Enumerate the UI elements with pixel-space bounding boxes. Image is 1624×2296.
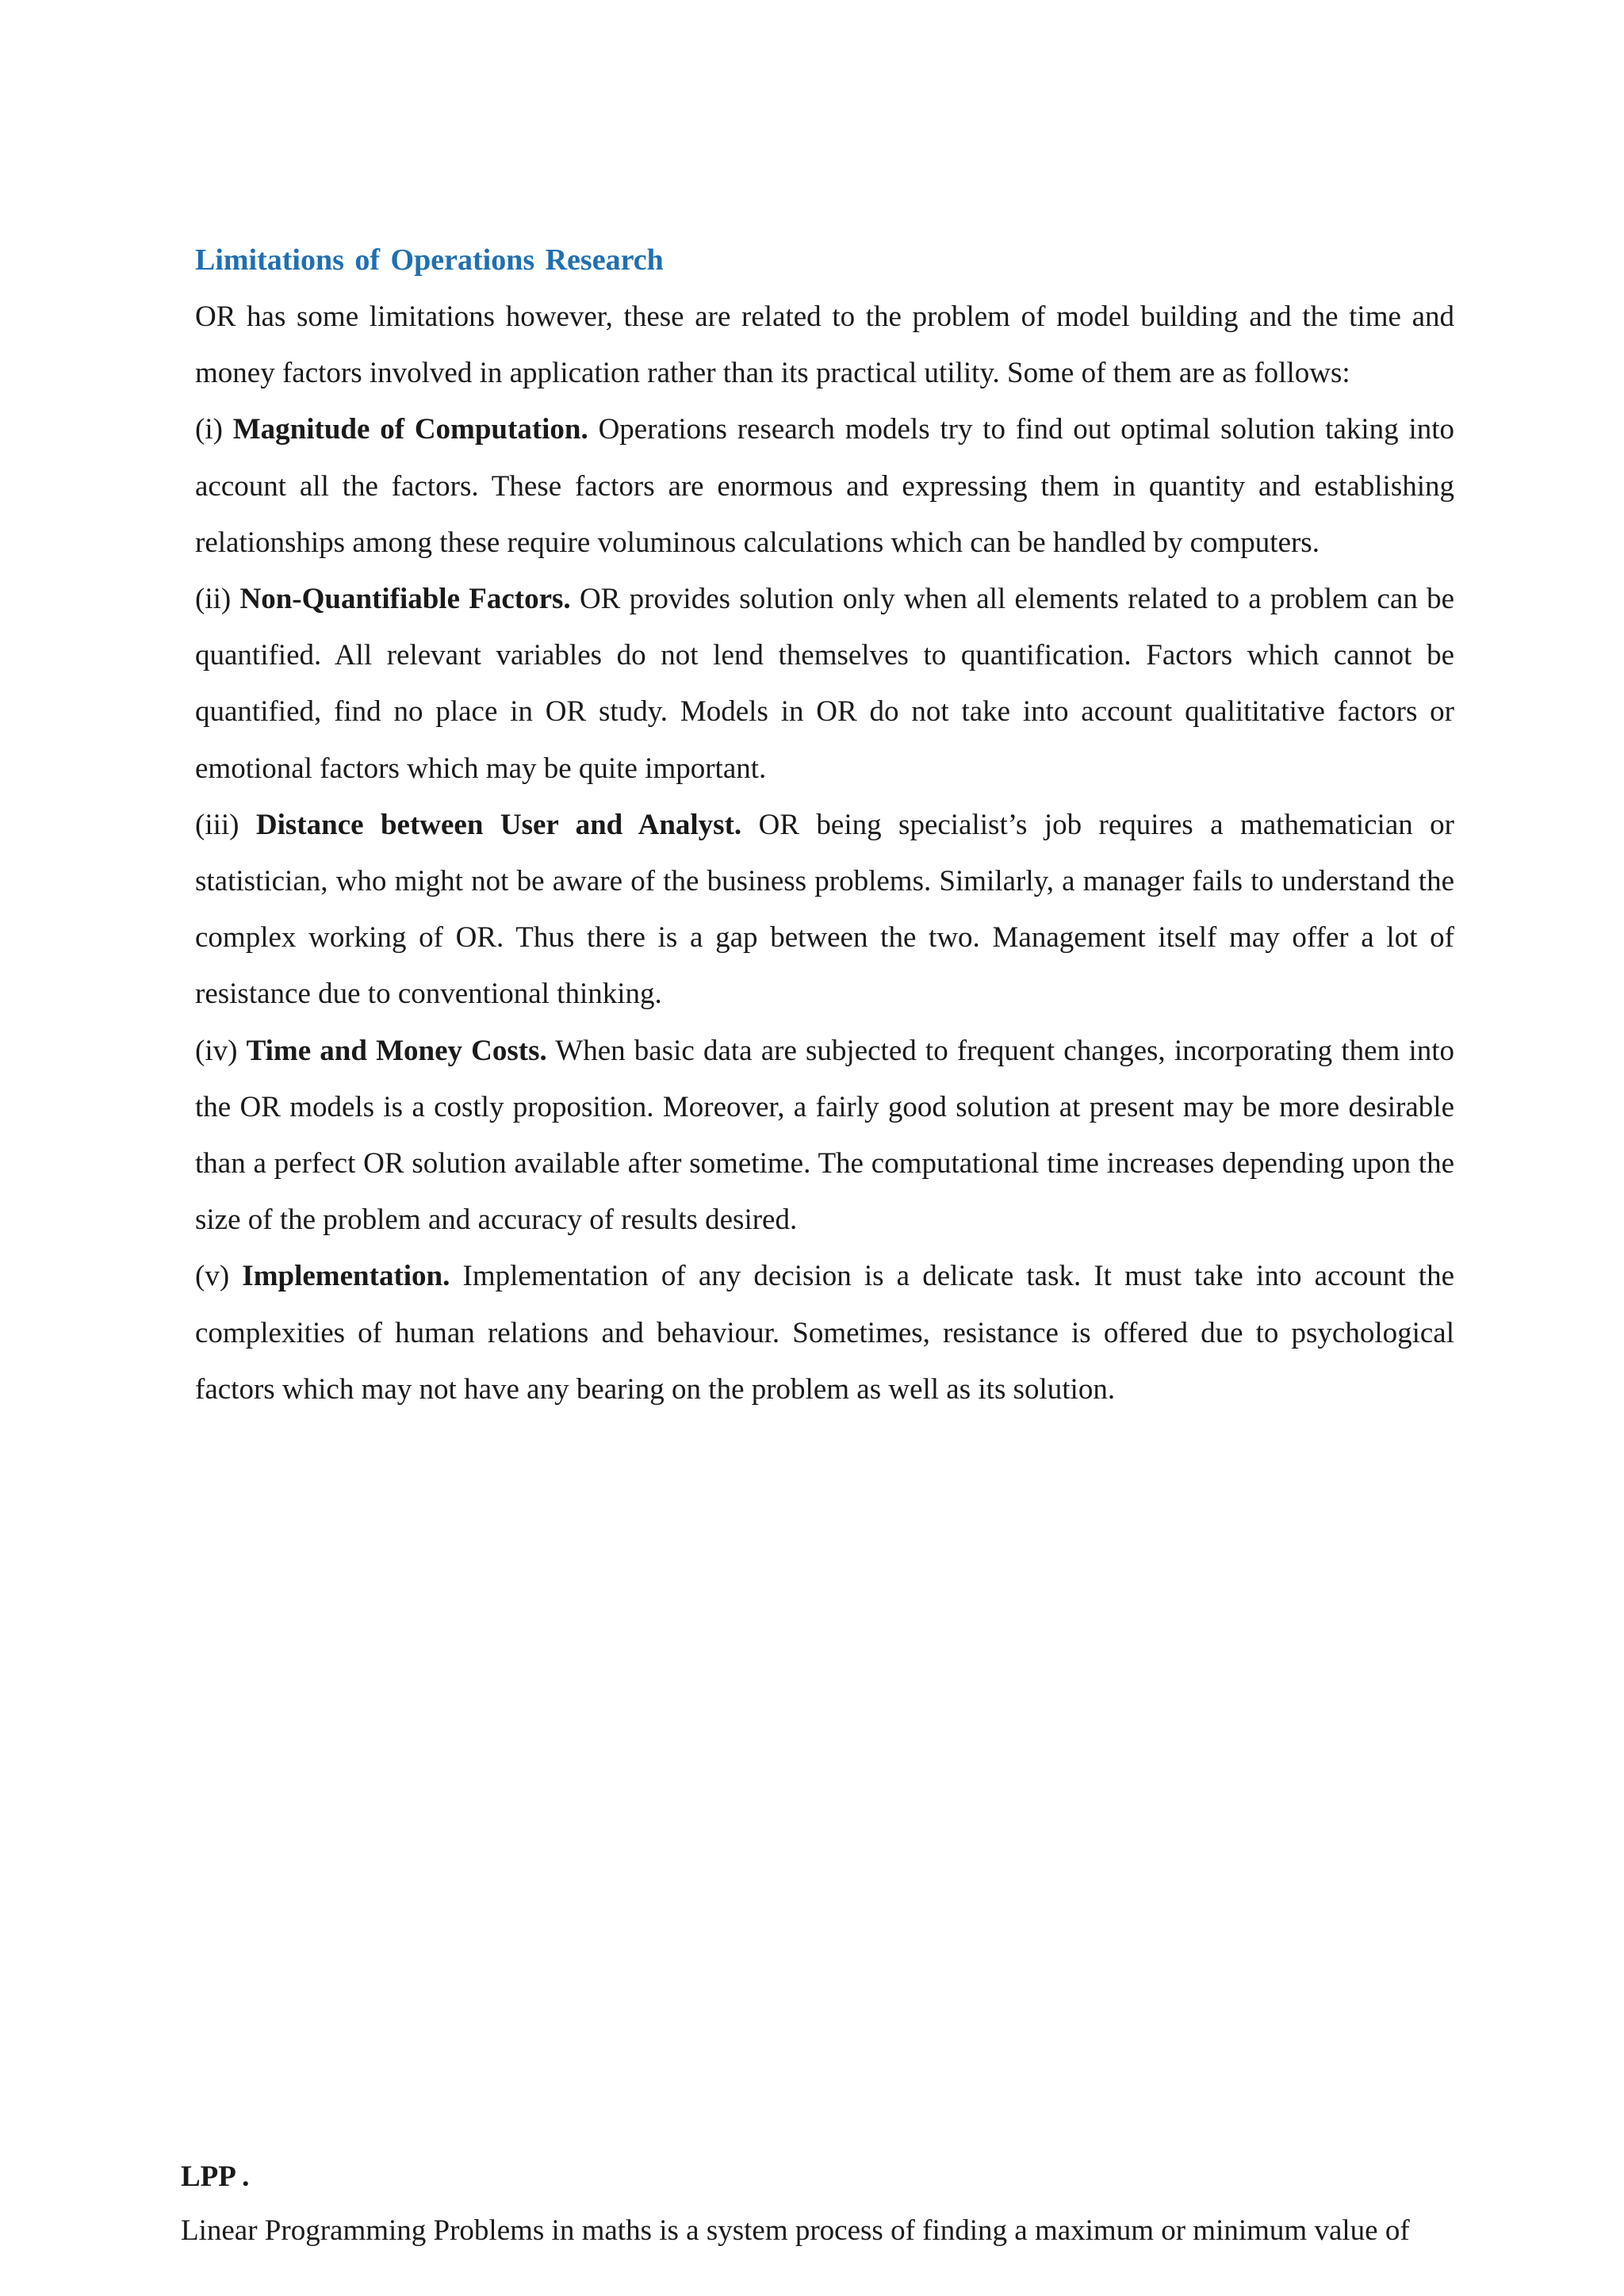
item-number: (ii) bbox=[195, 583, 232, 616]
item-title: Non-Quantifiable Factors. bbox=[239, 583, 571, 616]
item-text: OR being specialist’s job requires a mathematician or statistician, who might not be aware of the business problems. Similarly, a manager fails to understand the complex working of OR. Thus there is a gap between the two. Management itself may offer a lot of resistance due to conventional thinking. bbox=[195, 808, 1454, 1011]
limitation-item-2 bbox=[195, 571, 1454, 797]
item-title: Magnitude of Computation. bbox=[232, 413, 588, 446]
item-number: (i) bbox=[195, 413, 223, 446]
item-text: When basic data are subjected to frequent changes, incorporating them into the OR models is a costly proposition. Moreover, a fairly good solution at present may be more desirable than a perfect OR solution available after sometime. The computational time increases depending upon the size of the problem and accuracy of results desired. bbox=[195, 1034, 1455, 1237]
limitation-item-1 bbox=[195, 401, 1454, 571]
item-text: OR provides solution only when all elements related to a problem can be quantified. All relevant variables do not lend themselves to quantification. Factors which cannot be quantified, find no place in OR study. Models in OR do not take into account qualititative factors or emotional factors which may be quite important. bbox=[195, 583, 1455, 785]
lpp-section bbox=[181, 2155, 1454, 2253]
item-title: Implementation. bbox=[242, 1260, 450, 1293]
limitation-item-4 bbox=[195, 1023, 1454, 1249]
item-number: (iv) bbox=[195, 1034, 238, 1067]
item-number: (v) bbox=[195, 1260, 230, 1293]
item-title: Time and Money Costs. bbox=[246, 1034, 547, 1067]
limitation-item-5 bbox=[195, 1248, 1454, 1418]
section-heading: Limitations of Operations Research bbox=[195, 243, 664, 277]
lpp-heading: LPP . bbox=[181, 2160, 250, 2193]
item-number: (iii) bbox=[195, 808, 239, 841]
item-text: Implementation of any decision is a delicate task. It must take into account the complexities of human relations and behaviour. Sometimes, resistance is offered due to psychological factors which may not have any bearing on the problem as well as its solution. bbox=[195, 1260, 1455, 1406]
intro-paragraph: OR has some limitations however, these are related to the problem of model building and the time and money factors involved in application rather than its practical utility. Some of them are as follows: bbox=[195, 300, 1454, 390]
item-title: Distance between User and Analyst. bbox=[255, 808, 742, 841]
limitations-section bbox=[195, 238, 1454, 1418]
limitation-item-3 bbox=[195, 797, 1454, 1023]
item-text: Operations research models try to find out optimal solution taking into account all the factors. These factors are enormous and expressing them in quantity and establishing relationships among these require voluminous calculations which can be handled by computers. bbox=[195, 413, 1455, 559]
lpp-paragraph: Linear Programming Problems in maths is a system process of finding a maximum or minimum value of bbox=[181, 2214, 1410, 2247]
